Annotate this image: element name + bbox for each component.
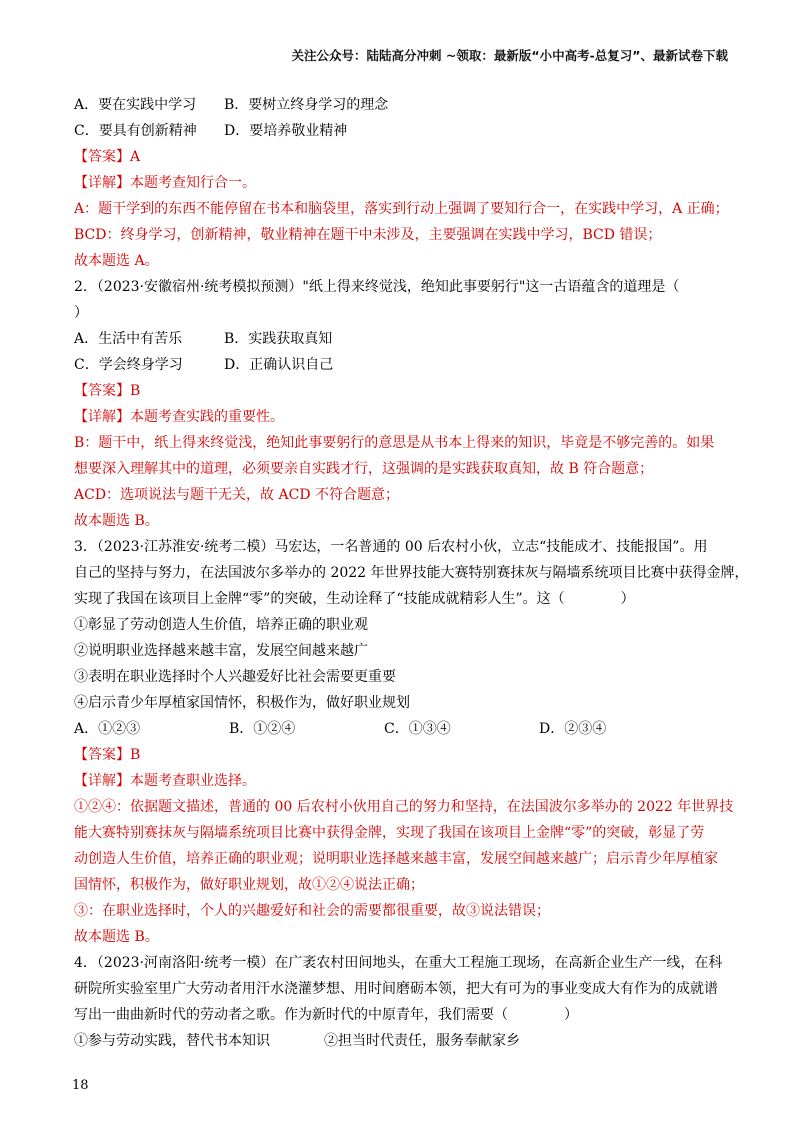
q3-stem-line: 3．（2023·江苏淮安·统考二模）马宏达，一名普通的 00 后农村小伙，立志“技能成才、技能报国”。用 bbox=[74, 539, 708, 555]
q3-detail: 【详解】本题考查职业选择。 bbox=[74, 773, 256, 789]
q2-options-row-2 bbox=[74, 352, 734, 378]
q3-item: ②说明职业选择越来越丰富，发展空间越来越广 bbox=[74, 643, 368, 659]
q3-option-a: A．①②③ bbox=[74, 721, 141, 737]
q2-option-d: D．正确认识自己 bbox=[224, 357, 334, 373]
q4-item: ②担当时代责任，服务奉献家乡 bbox=[324, 1033, 520, 1049]
q3-option-b: B．①②④ bbox=[229, 721, 296, 737]
q3-explain-line: 故本题选 B。 bbox=[74, 929, 159, 945]
q2-option-a: A．生活中有苦乐 bbox=[74, 331, 183, 347]
q2-stem-line: 2．（2023·安徽宿州·统考模拟预测）"纸上得来终觉浅，绝知此事要躬行"这一古语蕴含的道理是（ bbox=[74, 279, 680, 295]
q4-stem-line: 写出一曲曲新时代的劳动者之歌。作为新时代的中原青年，我们需要（ ） bbox=[74, 1007, 578, 1023]
q1-options-row-1 bbox=[74, 92, 734, 118]
q2-option-b: B．实践获取真知 bbox=[224, 331, 333, 347]
q2-stem-line: ） bbox=[74, 305, 88, 321]
q2-answer: 【答案】B bbox=[74, 383, 141, 399]
q4-items-row bbox=[74, 1028, 734, 1054]
q4-stem-line: 4．（2023·河南洛阳·统考一模）在广袤农村田间地头，在重大工程施工现场，在高新企业生产一线，在科 bbox=[74, 955, 723, 971]
q3-explain-line: 动创造人生价值，培养正确的职业观；说明职业选择越来越丰富，发展空间越来越广；启示青少年厚植家 bbox=[74, 851, 718, 867]
page-header: 关注公众号：陆陆高分冲刺 ~领取：最新版“小中高考-总复习”、最新试卷下载 bbox=[291, 48, 728, 63]
q4-item: ①参与劳动实践，替代书本知识 bbox=[74, 1033, 270, 1049]
q3-explain-line: ①②④：依据题文描述，普通的 00 后农村小伙用自己的努力和坚持，在法国波尔多举办的 2022 年世界技 bbox=[74, 799, 734, 815]
q3-explain-line: ③：在职业选择时，个人的兴趣爱好和社会的需要都很重要，故③说法错误； bbox=[74, 903, 550, 919]
q3-stem-line: 自己的坚持与努力，在法国波尔多举办的 2022 年世界技能大赛特别赛抹灰与隔墙系统项目比赛中获得金牌， bbox=[74, 565, 749, 581]
q3-option-c: C．①③④ bbox=[384, 721, 451, 737]
q2-explain-line: 想要深入理解其中的道理，必须要亲自实践才行，这强调的是实践获取真知，故 B 符合题意； bbox=[74, 461, 654, 477]
q2-option-c: C．学会终身学习 bbox=[74, 357, 183, 373]
q1-explain-line: BCD：终身学习，创新精神，敬业精神在题干中未涉及，主要强调在实践中学习，BCD 错误； bbox=[74, 227, 662, 243]
q1-option-a: A．要在实践中学习 bbox=[74, 97, 197, 113]
q3-stem-line: 实现了我国在该项目上金牌“零”的突破，生动诠释了“技能成就精彩人生”。这（ ） bbox=[74, 591, 635, 607]
q3-item: ④启示青少年厚植家国情怀，积极作为，做好职业规划 bbox=[74, 695, 410, 711]
q3-item: ①彰显了劳动创造人生价值，培养正确的职业观 bbox=[74, 617, 368, 633]
q1-option-c: C．要具有创新精神 bbox=[74, 123, 197, 139]
page-content bbox=[74, 92, 749, 1054]
q3-options-row bbox=[74, 716, 734, 742]
q1-detail: 【详解】本题考查知行合一。 bbox=[74, 175, 256, 191]
q2-options-row-1 bbox=[74, 326, 734, 352]
q3-explain-line: 能大赛特别赛抹灰与隔墙系统项目比赛中获得金牌，实现了我国在该项目上金牌“零”的突破，彰显了劳 bbox=[74, 825, 705, 841]
q1-option-b: B．要树立终身学习的理念 bbox=[224, 97, 389, 113]
q3-item: ③表明在职业选择时个人兴趣爱好比社会需要更重要 bbox=[74, 669, 396, 685]
q2-detail: 【详解】本题考查实践的重要性。 bbox=[74, 409, 284, 425]
q2-explain-line: ACD：选项说法与题干无关，故 ACD 不符合题意； bbox=[74, 487, 399, 503]
q4-stem-line: 研院所实验室里广大劳动者用汗水浇灌梦想、用时间磨砺本领，把大有可为的事业变成大有作为的成就谱 bbox=[74, 981, 718, 997]
q1-explain-line: 故本题选 A。 bbox=[74, 253, 159, 269]
q1-explain-line: A：题干学到的东西不能停留在书本和脑袋里，落实到行动上强调了要知行合一，在实践中学习，A 正确； bbox=[74, 201, 729, 217]
q2-explain-line: B：题干中，纸上得来终觉浅，绝知此事要躬行的意思是从书本上得来的知识，毕竟是不够完善的。如果 bbox=[74, 435, 715, 451]
q1-option-d: D．要培养敬业精神 bbox=[224, 123, 348, 139]
q3-option-d: D．②③④ bbox=[539, 721, 607, 737]
q1-options-row-2 bbox=[74, 118, 734, 144]
page-number: 18 bbox=[72, 1078, 89, 1093]
q2-explain-line: 故本题选 B。 bbox=[74, 513, 159, 529]
q1-answer: 【答案】A bbox=[74, 149, 141, 165]
q3-explain-line: 国情怀，积极作为，做好职业规划，故①②④说法正确； bbox=[74, 877, 424, 893]
q3-answer: 【答案】B bbox=[74, 747, 141, 763]
